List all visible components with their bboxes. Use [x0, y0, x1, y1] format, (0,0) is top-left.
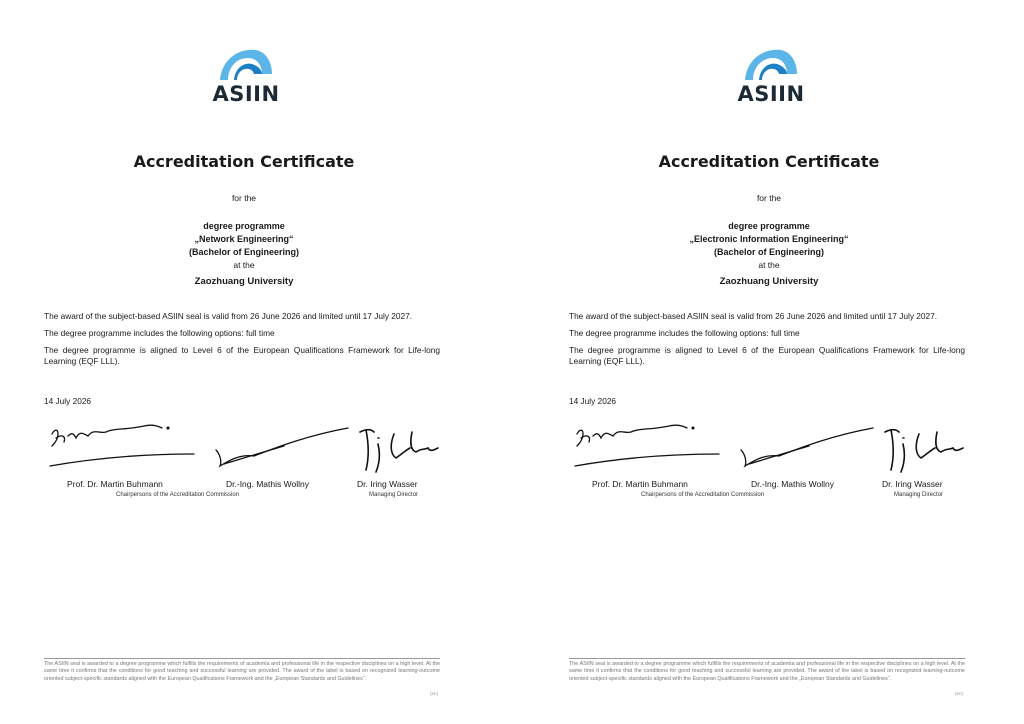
asiin-logo: [201, 48, 291, 108]
signature-wollny: [741, 428, 873, 466]
signature-buhmann: [575, 425, 719, 466]
footer-divider: [569, 658, 965, 659]
certificate-title: Accreditation Certificate: [133, 152, 355, 171]
logo-text: ASIIN: [212, 82, 280, 106]
signatory-name-wasser: Dr. Iring Wasser: [357, 479, 418, 489]
eqf-paragraph: The degree programme is aligned to Level 6 of the European Qualifications Framework for Life-long Learning (EQF LLL).: [569, 345, 965, 366]
signature-wollny: [216, 428, 348, 466]
issue-date: 14 July 2026: [569, 396, 617, 406]
signature-wasser: [885, 430, 963, 472]
for-the-text: for the: [756, 193, 782, 203]
degree-label: degree programme: [728, 221, 810, 231]
signatory-name-wollny: Dr.-Ing. Mathis Wollny: [751, 479, 834, 489]
degree-type: (Bachelor of Engineering): [713, 247, 824, 257]
signatory-name-buhmann: Prof. Dr. Martin Buhmann: [592, 479, 688, 489]
certificate-title: Accreditation Certificate: [658, 152, 880, 171]
signatory-name-wasser: Dr. Iring Wasser: [882, 479, 943, 489]
asiin-logo: [726, 48, 816, 108]
signature-buhmann: [50, 425, 194, 466]
validity-paragraph: The award of the subject-based ASIIN seal is valid from 26 June 2026 and limited until 17 July 2027.: [44, 311, 413, 321]
signature-wasser: [360, 430, 438, 472]
signatures: [569, 420, 969, 480]
role-chairpersons: Chairpersons of the Accreditation Commission: [641, 492, 765, 498]
degree-label: degree programme: [203, 221, 285, 231]
footer-note: The ASIIN seal is awarded to a degree programme which fulfills the requirements of academia and professional life in the respective disciplines on a high level. At the same time it confirms that the conditions for good teaching and successful learning are provided. The award of the label is based on recognized learning-outcome oriented subject-specific standards aligned with the European Qualifications Framework and the „European Standards and Guidelines“.: [569, 661, 965, 682]
university-name: Zaozhuang University: [719, 276, 819, 287]
page-marker: (en): [430, 691, 439, 696]
signatory-name-wollny: Dr.-Ing. Mathis Wollny: [226, 479, 309, 489]
options-paragraph: The degree programme includes the following options: full time: [44, 328, 275, 338]
programme-name: „Electronic Information Engineering“: [689, 234, 849, 244]
footer-divider: [44, 658, 440, 659]
options-paragraph: The degree programme includes the following options: full time: [569, 328, 800, 338]
signatures: [44, 420, 444, 480]
validity-paragraph: The award of the subject-based ASIIN seal is valid from 26 June 2026 and limited until 17 July 2027.: [569, 311, 938, 321]
degree-type: (Bachelor of Engineering): [188, 247, 299, 257]
programme-name: „Network Engineering“: [194, 234, 294, 244]
role-chairpersons: Chairpersons of the Accreditation Commission: [116, 492, 240, 498]
signatory-name-buhmann: Prof. Dr. Martin Buhmann: [67, 479, 163, 489]
asiin-arc-icon: [743, 48, 799, 82]
logo-text: ASIIN: [737, 82, 805, 106]
certificate-page-right: [525, 0, 1024, 724]
role-managing-director: Managing Director: [369, 492, 419, 498]
role-managing-director: Managing Director: [894, 492, 944, 498]
at-the-text: at the: [758, 260, 780, 270]
footer-note: The ASIIN seal is awarded to a degree programme which fulfills the requirements of academia and professional life in the respective disciplines on a high level. At the same time it confirms that the conditions for good teaching and successful learning are provided. The award of the label is based on recognized learning-outcome oriented subject-specific standards aligned with the European Qualifications Framework and the „European Standards and Guidelines“.: [44, 661, 440, 682]
page-marker: (en): [955, 691, 964, 696]
at-the-text: at the: [233, 260, 255, 270]
university-name: Zaozhuang University: [194, 276, 294, 287]
issue-date: 14 July 2026: [44, 396, 92, 406]
for-the-text: for the: [231, 193, 257, 203]
eqf-paragraph: The degree programme is aligned to Level 6 of the European Qualifications Framework for Life-long Learning (EQF LLL).: [44, 345, 440, 366]
asiin-arc-icon: [218, 48, 274, 82]
